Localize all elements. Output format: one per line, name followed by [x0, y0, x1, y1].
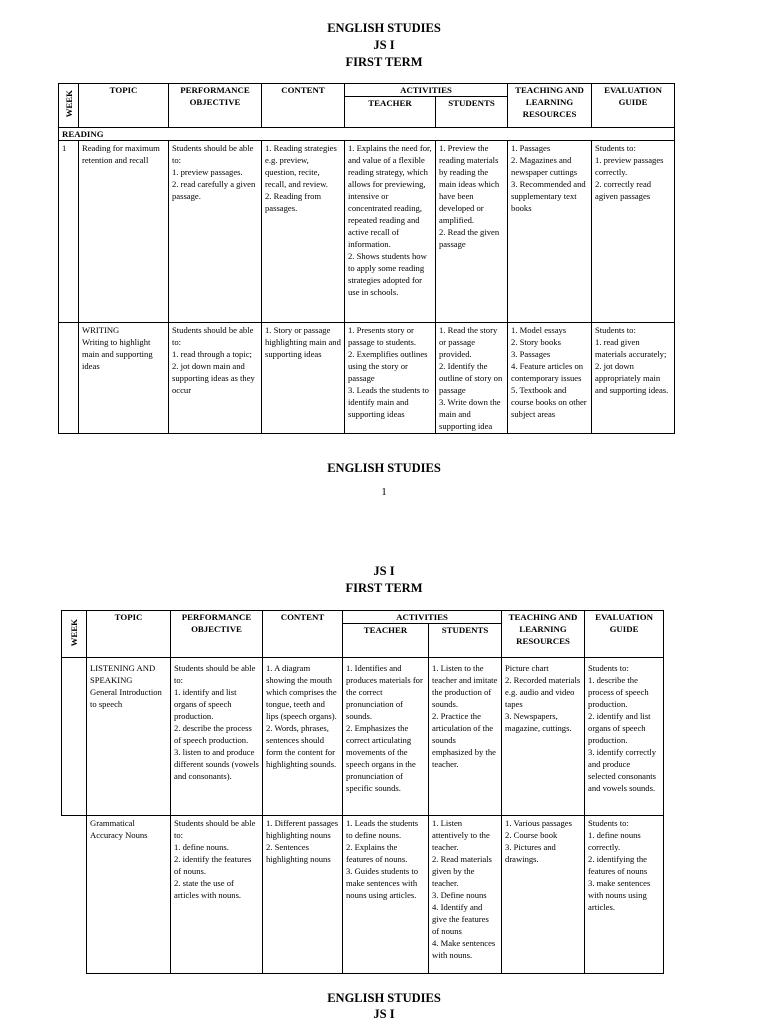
header-performance-objective: PERFORMANCE OBJECTIVE	[171, 611, 263, 658]
scheme-table-1	[58, 83, 675, 434]
table-row	[59, 141, 675, 323]
cell-teacher: 1. Leads the students to define nouns. 2. Explains the features of nouns. 3. Guides students to make sentences with nouns using articles.	[343, 816, 429, 974]
cell-objective: Students should be able to: 1. preview passages. 2. read carefully a given passage.	[169, 141, 262, 323]
cell-evaluation: Students to: 1. preview passages correctly. 2. correctly read agiven passages	[592, 141, 675, 323]
header-teacher: TEACHER	[345, 97, 436, 128]
header-students: STUDENTS	[436, 97, 508, 128]
header-teacher: TEACHER	[343, 624, 429, 658]
page-number: 1	[381, 486, 387, 498]
page2-class-title: JS I	[373, 564, 395, 578]
footer-subject: ENGLISH STUDIES	[327, 461, 441, 475]
table-row	[62, 816, 664, 974]
table-row	[59, 323, 675, 434]
page-class-title: JS I	[373, 38, 395, 52]
cell-teacher: 1. Explains the need for, and value of a flexible reading strategy, which allows for previewing, intensive or concentrated reading, repeated reading and active recall of information. 2. Shows students how to apply some reading strategies adopted for use in schools.	[345, 141, 436, 323]
cell-topic: Reading for maximum retention and recall	[79, 141, 169, 323]
cell-resources: 1. Various passages 2. Course book 3. Pictures and drawings.	[502, 816, 585, 974]
header-evaluation: EVALUATION GUIDE	[592, 84, 675, 128]
header-resources: TEACHING AND LEARNING RESOURCES	[502, 611, 585, 658]
cell-students: 1. Listen attentively to the teacher. 2. Read materials given by the teacher. 3. Define nouns 4. Identify and give the features of nouns 4. Make sentences with nouns.	[429, 816, 502, 974]
cell-topic: WRITING Writing to highlight main and supporting ideas	[79, 323, 169, 434]
header-content: CONTENT	[262, 84, 345, 128]
footer2-subject: ENGLISH STUDIES	[327, 991, 441, 1005]
cell-resources: Picture chart 2. Recorded materials e.g. audio and video tapes 3. Newspapers, magazine, cuttings.	[502, 658, 585, 816]
cell-topic: Grammatical Accuracy Nouns	[87, 816, 171, 974]
cell-students: 1. Listen to the teacher and imitate the production of sounds. 2. Practice the articulation of the sounds emphasized by the teacher.	[429, 658, 502, 816]
cell-objective: Students should be able to: 1. read through a topic; 2. jot down main and supporting ideas as they occur	[169, 323, 262, 434]
cell-week: 1	[59, 141, 79, 323]
cell-evaluation: Students to: 1. describe the process of speech production. 2. identify and list organs of speech production. 3. identify correctly and produce selected consonants and vowels sounds.	[585, 658, 664, 816]
section-reading: READING	[59, 128, 675, 141]
header-week: WEEK	[62, 611, 87, 658]
header-resources: TEACHING AND LEARNING RESOURCES	[508, 84, 592, 128]
cell-students: 1. Read the story or passage provided. 2. Identify the outline of story on passage 3. Write down the main and supporting idea	[436, 323, 508, 434]
cell-content: 1. A diagram showing the mouth which comprises the tongue, teeth and lips (speech organs). 2. Words, phrases, sentences should form the content for highlighting sounds.	[263, 658, 343, 816]
page2-term-title: FIRST TERM	[345, 581, 423, 595]
header-students: STUDENTS	[429, 624, 502, 658]
cell-content: 1. Reading strategies e.g. preview, question, recite, recall, and review. 2. Reading from passages.	[262, 141, 345, 323]
page-subject-title: ENGLISH STUDIES	[327, 21, 441, 35]
cell-teacher: 1. Presents story or passage to students. 2. Exemplifies outlines using the story or passage 3. Leads the students to identify main and supporting ideas	[345, 323, 436, 434]
cell-resources: 1. Model essays 2. Story books 3. Passages 4. Feature articles on contemporary issues 5. Textbook and course books on other subject areas	[508, 323, 592, 434]
cell-topic: LISTENING AND SPEAKING General Introduction to speech	[87, 658, 171, 816]
cell-content: 1. Story or passage highlighting main and supporting ideas	[262, 323, 345, 434]
header-content: CONTENT	[263, 611, 343, 658]
header-evaluation: EVALUATION GUIDE	[585, 611, 664, 658]
header-topic: TOPIC	[79, 84, 169, 128]
page-term-title: FIRST TERM	[345, 55, 423, 69]
scheme-table-2	[61, 610, 664, 974]
cell-week	[59, 323, 79, 434]
cell-students: 1. Preview the reading materials by reading the main ideas which have been developed or amplified. 2. Read the given passage	[436, 141, 508, 323]
cell-week	[62, 816, 87, 974]
cell-resources: 1. Passages 2. Magazines and newspaper cuttings 3. Recommended and supplementary text books	[508, 141, 592, 323]
table-row	[62, 658, 664, 816]
cell-content: 1. Different passages highlighting nouns 2. Sentences highlighting nouns	[263, 816, 343, 974]
cell-objective: Students should be able to: 1. identify and list organs of speech production. 2. describe the process of speech production. 3. listen to and produce different sounds (vowels and consonants).	[171, 658, 263, 816]
header-performance-objective: PERFORMANCE OBJECTIVE	[169, 84, 262, 128]
footer2-class: JS I	[373, 1007, 395, 1021]
cell-teacher: 1. Identifies and produces materials for the correct pronunciation of sounds. 2. Emphasizes the correct articulating movements of the speech organs in the pronunciation of specific sounds.	[343, 658, 429, 816]
header-topic: TOPIC	[87, 611, 171, 658]
header-activities: ACTIVITIES	[345, 84, 508, 97]
cell-evaluation: Students to: 1. define nouns correctly. 2. identifying the features of nouns 3. make sentences with nouns using articles.	[585, 816, 664, 974]
cell-week	[62, 658, 87, 816]
header-week: WEEK	[59, 84, 79, 128]
cell-objective: Students should be able to: 1. define nouns. 2. identify the features of nouns. 2. state the use of articles with nouns.	[171, 816, 263, 974]
header-activities: ACTIVITIES	[343, 611, 502, 624]
cell-evaluation: Students to: 1. read given materials accurately; 2. jot down appropriately main and supporting ideas.	[592, 323, 675, 434]
